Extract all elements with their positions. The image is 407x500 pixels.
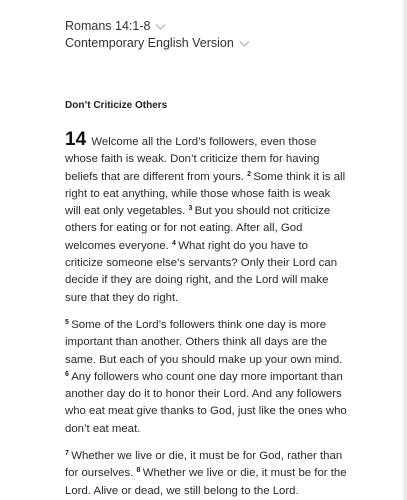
passage-paragraph	[65, 448, 347, 500]
verse-number: 3	[188, 205, 193, 213]
passage-paragraphs	[65, 131, 347, 500]
version-label: Contemporary English Version	[65, 36, 234, 50]
passage-paragraph	[65, 131, 347, 307]
passage-header	[65, 18, 250, 51]
verse-number: 8	[136, 467, 141, 475]
verse-text: What right do you have to criticize someone else’s servants? Only their Lord can decide if they are doing right, and the Lord will make sure that they do right.	[65, 239, 338, 304]
section-heading: Don’t Criticize Others	[65, 100, 168, 111]
chevron-down-icon	[239, 40, 250, 48]
passage-paragraph	[65, 317, 347, 438]
verse-text: Some of the Lord’s followers think one day is more important than another. Others think all days are the same. But each of you should make up your own mind.	[65, 318, 343, 366]
verse-number: 2	[247, 170, 252, 178]
scrollbar-track[interactable]	[403, 0, 407, 500]
verse-text: Whether we live or die, it must be for God, rather than for ourselves.	[65, 450, 343, 480]
verse-number: 5	[65, 318, 69, 326]
reference-selector[interactable]	[65, 18, 250, 34]
verse-text: Whether we live or die, it must be for the Lord. Alive or dead, we still belong to the Lord.	[65, 467, 347, 497]
verse-number: 6	[65, 370, 69, 378]
verse-text: Any followers who count one day more important than another day do it to honor their Lord. And any followers who eat meat give thanks to God, just like the ones who don’t eat meat.	[65, 370, 347, 435]
reference-label: Romans 14:1-8	[65, 19, 151, 33]
verse-text: Welcome all the Lord’s followers, even those whose faith is weak. Don’t criticize them for having beliefs that are different from yours.	[65, 136, 320, 183]
verse-number: 4	[172, 239, 176, 247]
passage-content	[65, 99, 347, 500]
version-selector[interactable]	[65, 35, 250, 51]
verse-text: But you should not criticize others for eating or for not eating. After all, God welcomes everyone.	[65, 205, 331, 252]
verse-text: Some think it is all right to eat anything, while those whose faith is weak will eat only vegetables.	[65, 170, 346, 218]
chapter-number: 14	[65, 129, 87, 150]
chevron-down-icon	[155, 23, 166, 31]
verse-number: 7	[65, 450, 69, 458]
